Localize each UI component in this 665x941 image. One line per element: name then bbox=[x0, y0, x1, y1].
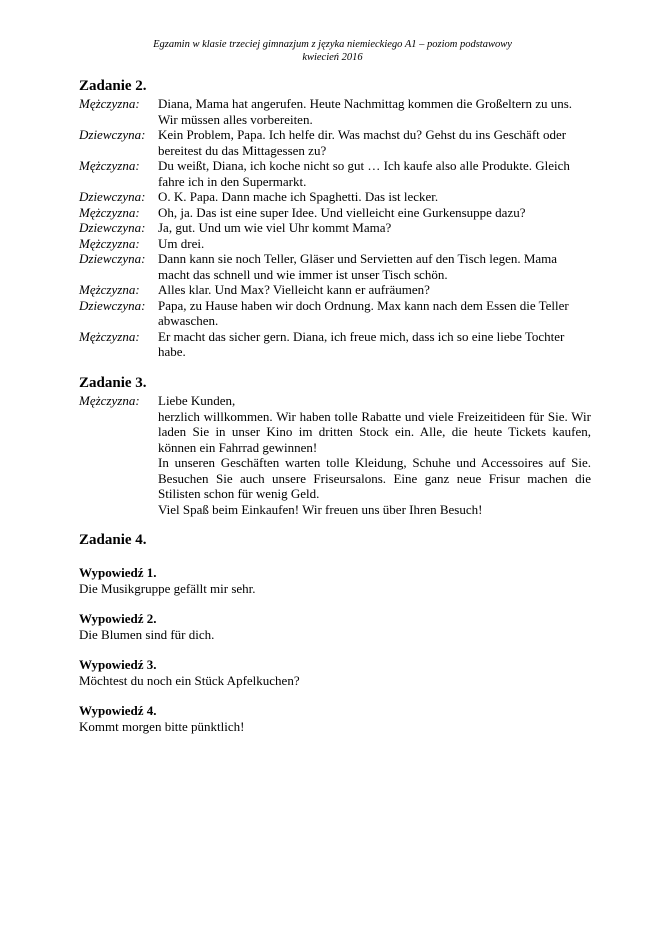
dialog-line bbox=[79, 189, 591, 205]
response-item bbox=[79, 565, 256, 596]
dialog-text: Du weißt, Diana, ich koche nicht so gut … Ich kaufe also alle Produkte. Gleich fahre ich in den Supermarkt. bbox=[158, 158, 570, 189]
dialog-text: Alles klar. Und Max? Vielleicht kann er aufräumen? bbox=[158, 282, 430, 297]
task3-monologue bbox=[79, 393, 591, 517]
response-item bbox=[79, 703, 245, 734]
dialog-line bbox=[79, 236, 591, 252]
response-title: Wypowiedź 3. bbox=[79, 657, 157, 672]
monologue-greeting: Liebe Kunden, bbox=[158, 393, 236, 408]
response-text: Die Blumen sind für dich. bbox=[79, 626, 215, 642]
response-text: Möchtest du noch ein Stück Apfelkuchen? bbox=[79, 672, 300, 688]
task3-title: Zadanie 3. bbox=[79, 375, 147, 391]
speaker-label: Dziewczyna: bbox=[79, 220, 146, 235]
speaker-label: Dziewczyna: bbox=[79, 189, 146, 204]
task2-dialog bbox=[79, 96, 591, 360]
response-text: Die Musikgruppe gefällt mir sehr. bbox=[79, 580, 256, 596]
response-title: Wypowiedź 1. bbox=[79, 565, 157, 580]
dialog-line bbox=[79, 127, 591, 158]
task4-title: Zadanie 4. bbox=[79, 532, 147, 548]
dialog-text: O. K. Papa. Dann mache ich Spaghetti. Das ist lecker. bbox=[158, 189, 439, 204]
speaker-label: Dziewczyna: bbox=[79, 297, 146, 313]
dialog-line bbox=[79, 329, 591, 360]
page-header bbox=[0, 38, 665, 64]
speaker-label: Dziewczyna: bbox=[79, 251, 146, 266]
dialog-text: Kein Problem, Papa. Ich helfe dir. Was machst du? Gehst du ins Geschäft oder bereitest du das Mittagessen zu? bbox=[158, 127, 567, 158]
response-text: Kommt morgen bitte pünktlich! bbox=[79, 718, 245, 734]
dialog-text: Dann kann sie noch Teller, Gläser und Servietten auf den Tisch legen. Mama macht das schnell und wie immer ist unser Tisch schön. bbox=[158, 251, 558, 282]
dialog-line bbox=[79, 96, 591, 127]
dialog-text: Oh, ja. Das ist eine super Idee. Und vielleicht eine Gurkensuppe dazu? bbox=[158, 204, 526, 220]
speaker-label: Mężczyzna: bbox=[79, 158, 140, 173]
dialog-line bbox=[79, 251, 591, 282]
dialog-text: Ja, gut. Und um wie viel Uhr kommt Mama? bbox=[158, 220, 392, 235]
monologue-paragraph-2: In unseren Geschäften warten tolle Kleidung, Schuhe und Accessoires auf Sie. Besuchen Sie auch unsere Friseursalons. Eine ganz neue Frisur machen die Stilisten schon für wenig Geld. bbox=[158, 455, 591, 501]
dialog-text: Er macht das sicher gern. Diana, ich freue mich, dass ich so eine liebe Tochter habe. bbox=[158, 328, 565, 359]
task2-title: Zadanie 2. bbox=[79, 78, 147, 94]
speaker-label: Mężczyzna: bbox=[79, 235, 140, 251]
header-exam-title: Egzamin w klasie trzeciej gimnazjum z języka niemieckiego A1 – poziom podstawowy bbox=[153, 39, 512, 50]
dialog-text: Diana, Mama hat angerufen. Heute Nachmittag kommen die Großeltern zu uns. Wir müssen alles vorbereiten. bbox=[158, 96, 573, 127]
dialog-text: Um drei. bbox=[158, 235, 205, 251]
speaker-label: Mężczyzna: bbox=[79, 204, 140, 220]
monologue-paragraph-1: herzlich willkommen. Wir haben tolle Rabatte und viele Freizeitideen für Sie. Wir laden Sie in unser Kino im dritten Stock ein. Alle, die heute Tickets kaufen, können ein Fahrrad gewinnen! bbox=[158, 408, 591, 455]
dialog-line bbox=[79, 158, 591, 189]
monologue-block bbox=[79, 393, 591, 517]
dialog-line bbox=[79, 220, 591, 236]
response-title: Wypowiedź 2. bbox=[79, 611, 157, 626]
speaker-label: Dziewczyna: bbox=[79, 127, 146, 142]
header-date: kwiecień 2016 bbox=[302, 52, 363, 63]
speaker-label: Mężczyzna: bbox=[79, 282, 140, 297]
speaker-label: Mężczyzna: bbox=[79, 328, 140, 344]
response-item bbox=[79, 611, 214, 642]
speaker-label: Mężczyzna: bbox=[79, 96, 140, 111]
monologue-paragraph-3: Viel Spaß beim Einkaufen! Wir freuen uns über Ihren Besuch! bbox=[158, 501, 483, 517]
dialog-line bbox=[79, 282, 591, 298]
speaker-label: Mężczyzna: bbox=[79, 393, 140, 408]
response-title: Wypowiedź 4. bbox=[79, 703, 157, 718]
dialog-line bbox=[79, 205, 591, 221]
response-item bbox=[79, 657, 300, 688]
monologue-text bbox=[158, 393, 591, 517]
dialog-text: Papa, zu Hause haben wir doch Ordnung. Max kann nach dem Essen die Teller abwaschen. bbox=[158, 297, 569, 328]
dialog-line bbox=[79, 298, 591, 329]
